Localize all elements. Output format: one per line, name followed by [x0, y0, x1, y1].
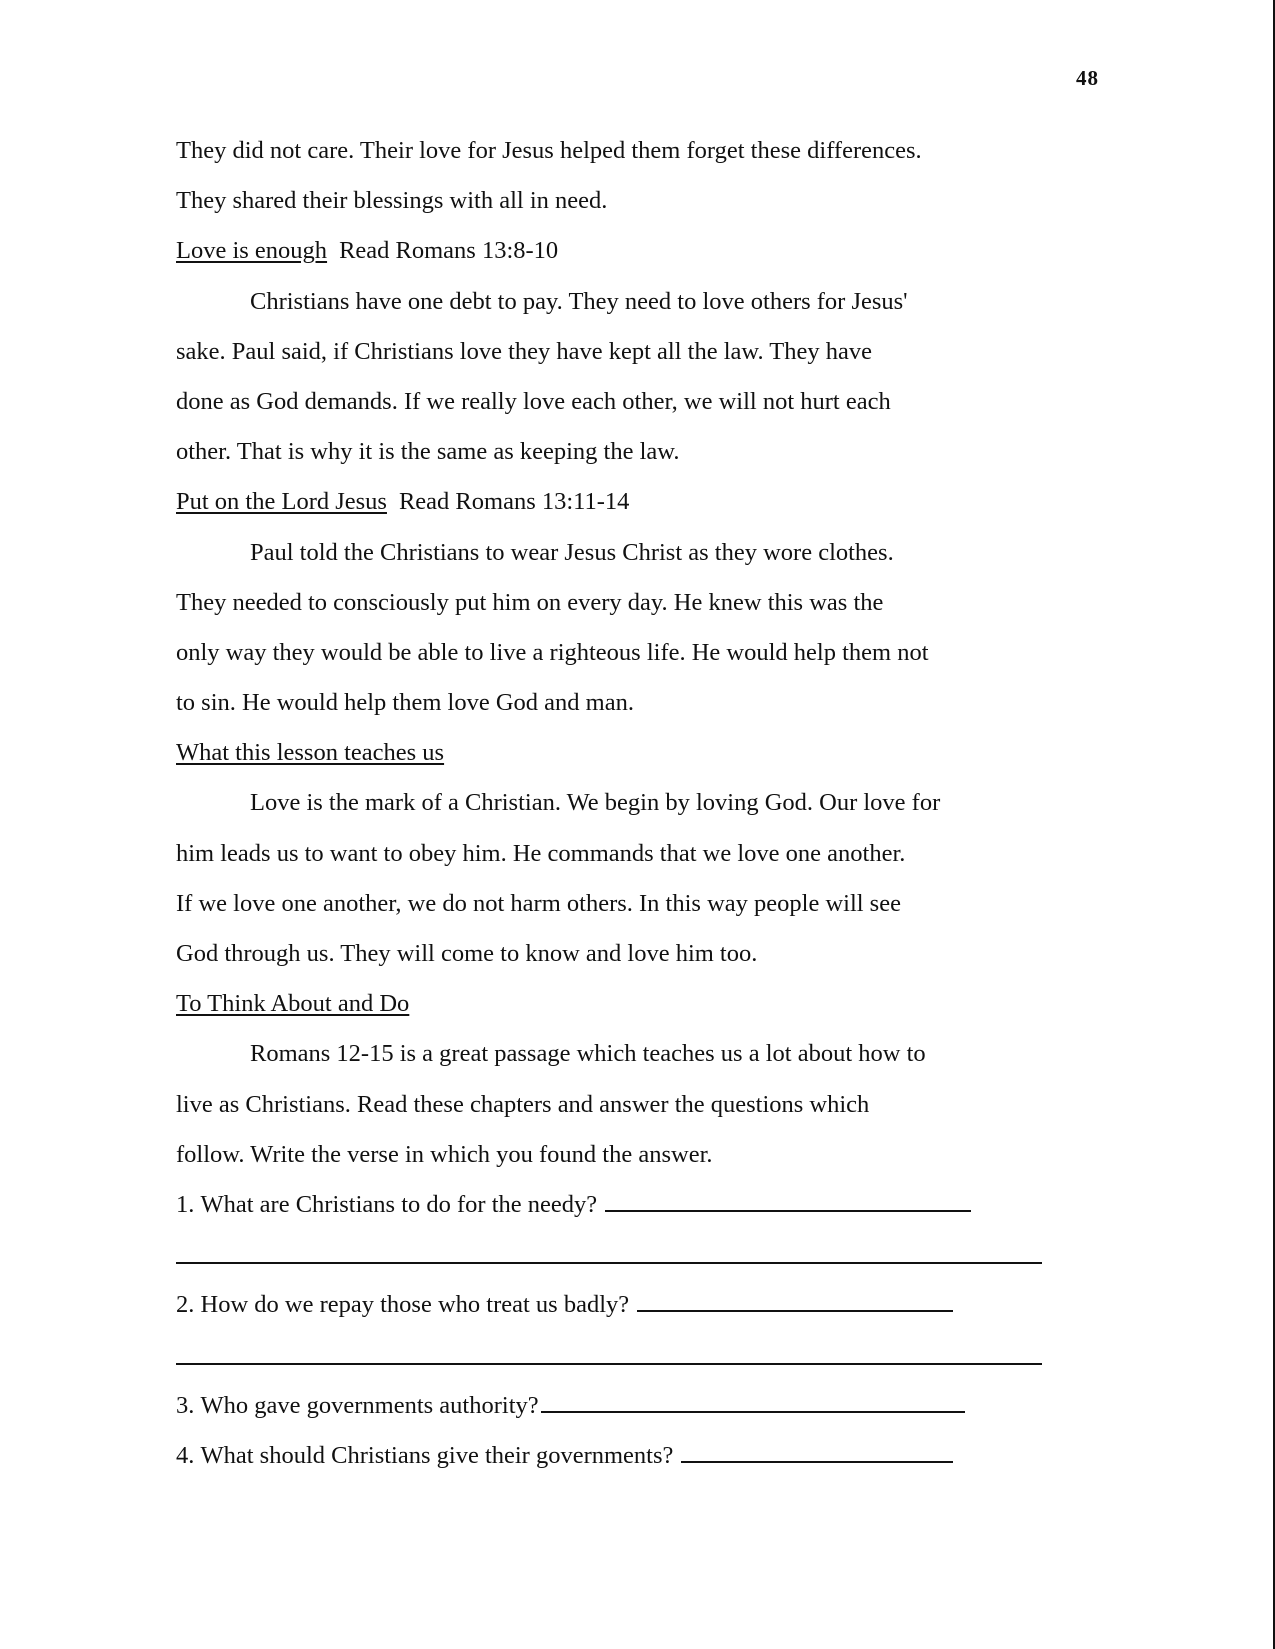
section-heading-row	[176, 477, 1096, 527]
body-line: other. That is why it is the same as keeping the law.	[176, 438, 680, 466]
question-2	[176, 1280, 1096, 1330]
question-number: 1.	[176, 1190, 195, 1218]
body-line: God through us. They will come to know and love him too.	[176, 940, 758, 967]
body-line: Christians have one debt to pay. They need to love others for Jesus'	[250, 287, 908, 315]
body-line: sake. Paul said, if Christians love they have kept all the law. They have	[176, 337, 873, 365]
scripture-reference: Read Romans 13:11-14	[398, 488, 630, 516]
section-heading-to-think-about-and-do: To Think About and Do	[176, 990, 410, 1018]
question-4	[176, 1431, 1096, 1481]
question-1	[176, 1180, 1096, 1230]
body-line: They did not care. Their love for Jesus helped them forget these differences.	[176, 137, 922, 164]
body-line: him leads us to want to obey him. He commands that we love one another.	[176, 839, 906, 867]
answer-blank[interactable]	[681, 1441, 953, 1463]
body-line: only way they would be able to live a righteous life. He would help them not	[176, 638, 929, 666]
body-line: They shared their blessings with all in need.	[176, 187, 608, 215]
body-line: Love is the mark of a Christian. We begin by loving God. Our love for	[250, 789, 941, 817]
question-number: 2.	[176, 1291, 195, 1319]
answer-line-continuation[interactable]	[176, 1331, 1096, 1381]
section-heading-row	[176, 728, 1096, 778]
section-heading-row	[176, 979, 1096, 1029]
body-line: Romans 12-15 is a great passage which teaches us a lot about how to	[250, 1040, 926, 1068]
section-heading-what-this-lesson-teaches-us: What this lesson teaches us	[176, 739, 445, 767]
body-line: They needed to consciously put him on every day. He knew this was the	[176, 588, 884, 616]
section-heading-love-is-enough: Love is enough	[176, 237, 328, 265]
question-number: 4.	[176, 1441, 195, 1469]
body-line: Paul told the Christians to wear Jesus Christ as they wore clothes.	[250, 538, 894, 566]
body-line: to sin. He would help them love God and man.	[176, 689, 634, 717]
question-text: What are Christians to do for the needy?	[200, 1190, 598, 1218]
scripture-reference: Read Romans 13:8-10	[339, 237, 559, 265]
answer-blank[interactable]	[605, 1190, 971, 1212]
question-3	[176, 1381, 1096, 1431]
section-heading-row	[176, 226, 1096, 276]
page-number: 48	[1076, 66, 1099, 90]
question-text: What should Christians give their governments?	[200, 1441, 674, 1469]
question-text: Who gave governments authority?	[200, 1391, 539, 1419]
answer-line-continuation[interactable]	[176, 1230, 1096, 1280]
answer-blank[interactable]	[541, 1391, 965, 1413]
body-line: follow. Write the verse in which you found the answer.	[176, 1140, 713, 1168]
body-line: live as Christians. Read these chapters and answer the questions which	[176, 1090, 870, 1118]
body-line: If we love one another, we do not harm others. In this way people will see	[176, 889, 901, 917]
question-text: How do we repay those who treat us badly?	[200, 1291, 630, 1319]
answer-blank[interactable]	[637, 1290, 953, 1312]
section-heading-put-on-the-lord-jesus: Put on the Lord Jesus	[176, 488, 387, 516]
page-content	[176, 126, 1096, 1481]
question-number: 3.	[176, 1391, 195, 1419]
body-line: done as God demands. If we really love each other, we will not hurt each	[176, 387, 891, 415]
